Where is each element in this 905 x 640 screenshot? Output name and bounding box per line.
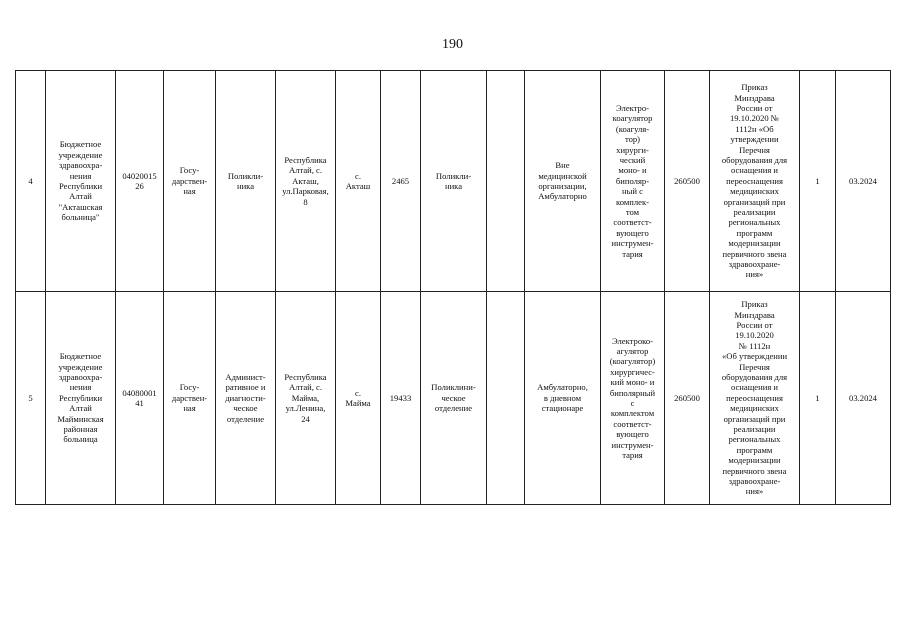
population-cell: 19433 (381, 292, 421, 505)
equipment-table (15, 70, 891, 505)
empty-cell (487, 292, 525, 505)
table-row (16, 292, 891, 505)
unit-type-cell: Админист- ративное и диагности- ческое отделение (216, 292, 276, 505)
address-cell: Республика Алтай, с. Акташ, ул.Парковая, 8 (276, 71, 336, 292)
ownership-cell: Госу- дарствен- ная (164, 292, 216, 505)
code-cell: 04020015 26 (116, 71, 164, 292)
department-cell: Поликли- ника (421, 71, 487, 292)
ownership-cell: Госу- дарствен- ная (164, 71, 216, 292)
price-cell: 260500 (665, 292, 710, 505)
empty-cell (487, 71, 525, 292)
unit-type-cell: Поликли- ника (216, 71, 276, 292)
order-cell: Приказ Минздрава России от 19.10.2020 № 1112н «Об утверждении Перечня оборудования для оснащения и переоснащения медицинских организаций при реализации региональных программ модернизации первичного звена здравоохране- ния» (710, 71, 800, 292)
equipment-cell: Электроко- агулятор (коагулятор) хирургичес- кий моно- и биполярный с комплектом соответст- вующего инструмен- тария (601, 292, 665, 505)
price-cell: 260500 (665, 71, 710, 292)
quantity-cell: 1 (800, 71, 836, 292)
table-row (16, 71, 891, 292)
settlement-cell: с. Майма (336, 292, 381, 505)
code-cell: 04080001 41 (116, 292, 164, 505)
row-number-cell: 4 (16, 71, 46, 292)
placement-cell: Амбулаторно, в дневном стационаре (525, 292, 601, 505)
placement-cell: Вне медицинской организации, Амбулаторно (525, 71, 601, 292)
date-cell: 03.2024 (836, 292, 891, 505)
department-cell: Поликлини- ческое отделение (421, 292, 487, 505)
order-cell: Приказ Минздрава России от 19.10.2020 № 1112н «Об утверждении Перечня оборудования для оснащения и переоснащения медицинских организаций при реализации региональных программ модернизации первичного звена здравоохране- ния» (710, 292, 800, 505)
page-number: 190 (442, 37, 463, 52)
equipment-cell: Электро- коагулятор (коагуля- тор) хирурги- ческий моно- и биполяр- ный с комплек- том соответст- вующего инструмен- тария (601, 71, 665, 292)
population-cell: 2465 (381, 71, 421, 292)
quantity-cell: 1 (800, 292, 836, 505)
row-number-cell: 5 (16, 292, 46, 505)
settlement-cell: с. Акташ (336, 71, 381, 292)
institution-cell: Бюджетное учреждение здравоохра- нения Республики Алтай Майминская районная больница (46, 292, 116, 505)
date-cell: 03.2024 (836, 71, 891, 292)
address-cell: Республика Алтай, с. Майма, ул.Ленина, 24 (276, 292, 336, 505)
institution-cell: Бюджетное учреждение здравоохра- нения Республики Алтай "Акташская больница" (46, 71, 116, 292)
